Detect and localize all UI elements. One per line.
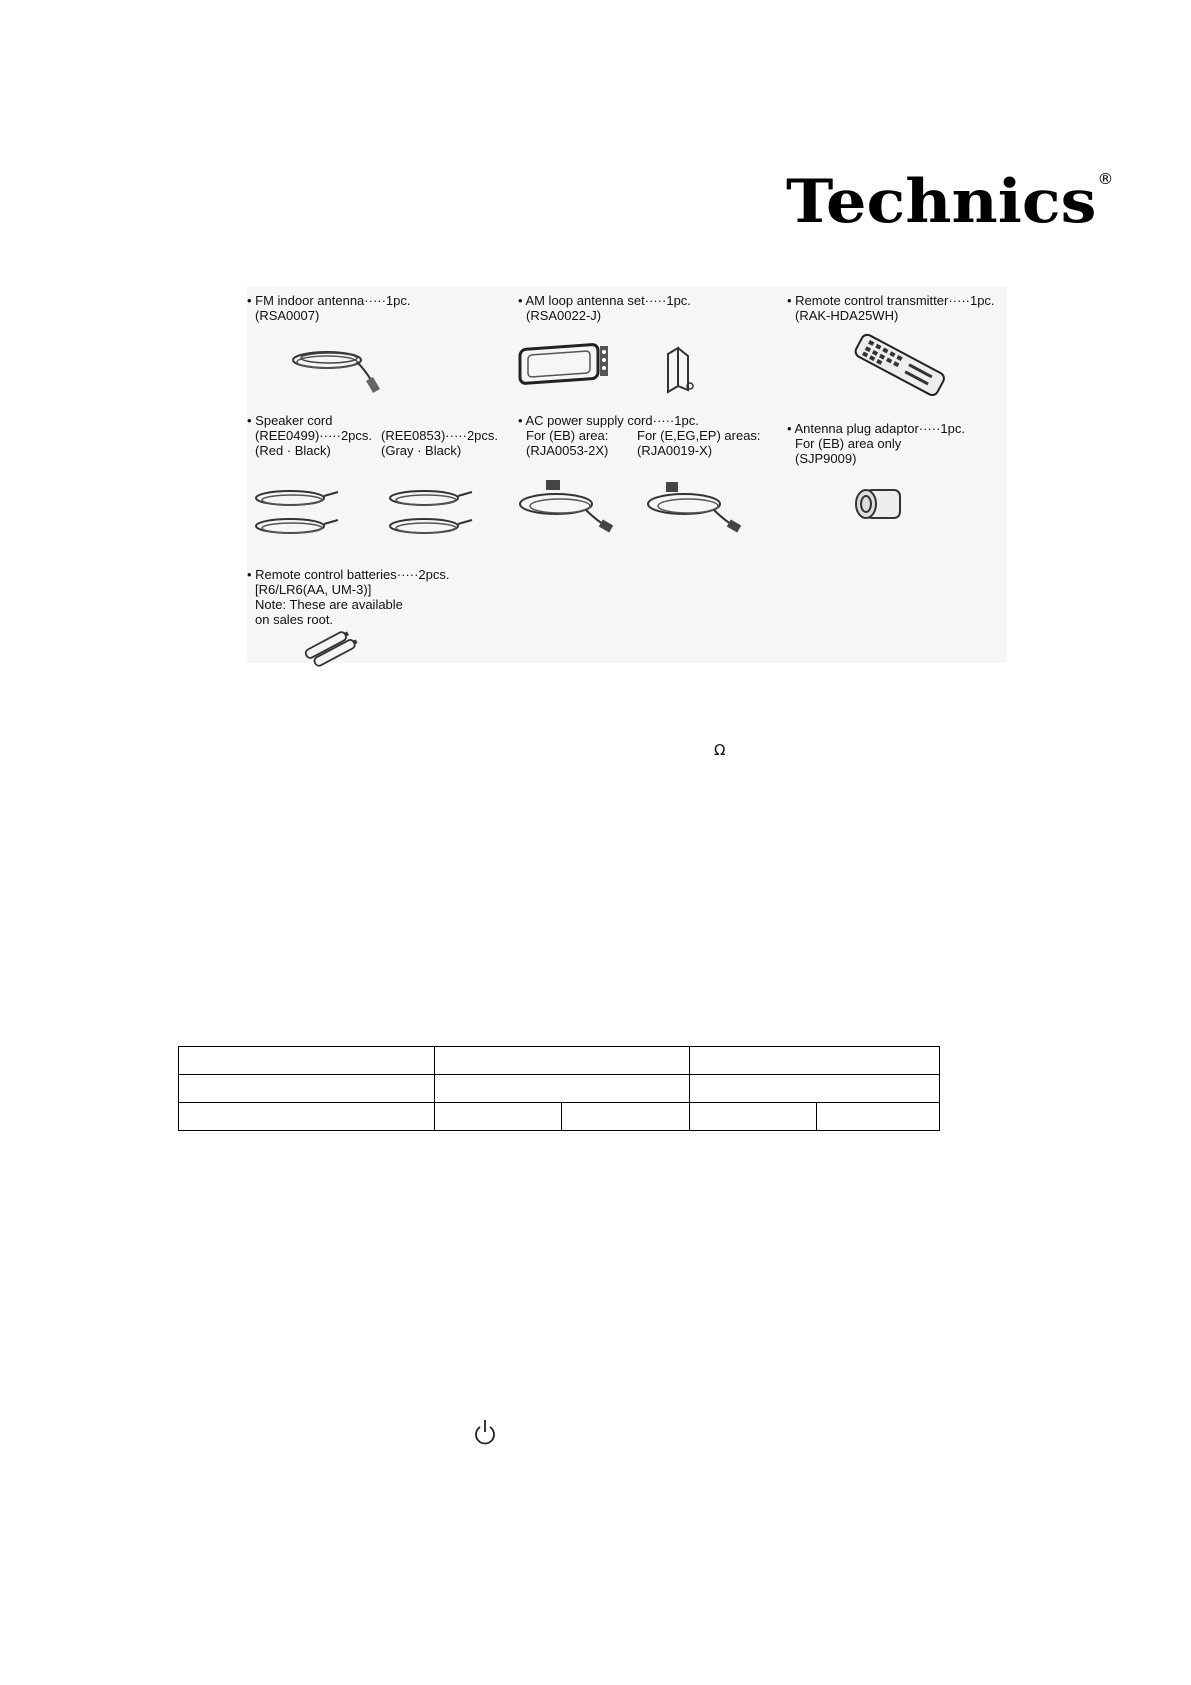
remote-label: • Remote control transmitter·····1pc. (RAK-HDA25WH) bbox=[787, 293, 995, 323]
batteries-label: • Remote control batteries·····2pcs. [R6/LR6(AA, UM-3)] Note: These are available on sales root. bbox=[247, 567, 450, 627]
table-cell bbox=[690, 1047, 940, 1075]
ohm-symbol: Ω bbox=[714, 741, 726, 759]
logo-text: Technics bbox=[786, 167, 1097, 237]
speaker-cord-a-label: (REE0499)·····2pcs. (Red · Black) bbox=[255, 428, 373, 458]
empty-table bbox=[178, 1046, 940, 1131]
table-cell bbox=[817, 1103, 940, 1131]
am-antenna-label: • AM loop antenna set·····1pc. (RSA0022-J) bbox=[518, 293, 691, 323]
speaker-cord-gray-black-image bbox=[384, 484, 474, 544]
fm-antenna-label: • FM indoor antenna·····1pc. (RSA0007) bbox=[247, 293, 411, 323]
table-cell bbox=[435, 1103, 562, 1131]
registered-mark: ® bbox=[1097, 170, 1114, 188]
speaker-cord-label: • Speaker cord bbox=[247, 413, 333, 428]
fm-antenna-image bbox=[287, 340, 387, 400]
table-cell bbox=[690, 1103, 817, 1131]
table-cell bbox=[690, 1075, 940, 1103]
ac-cord-eb-label: For (EB) area: (RJA0053-2X) bbox=[526, 428, 609, 458]
table-cell bbox=[562, 1103, 690, 1131]
power-standby-icon bbox=[473, 1417, 497, 1447]
ac-cord-label: • AC power supply cord·····1pc. bbox=[518, 413, 699, 428]
antenna-stand-image bbox=[662, 346, 696, 394]
ac-cord-eb-image bbox=[516, 476, 616, 536]
table-row bbox=[179, 1047, 940, 1075]
table-cell bbox=[435, 1047, 690, 1075]
ac-cord-e-image bbox=[644, 476, 744, 536]
am-loop-antenna-image bbox=[516, 340, 616, 395]
remote-control-image bbox=[848, 326, 948, 402]
adaptor-label: • Antenna plug adaptor·····1pc. For (EB) area only (SJP9009) bbox=[787, 421, 965, 466]
table-cell bbox=[179, 1047, 435, 1075]
table-row bbox=[179, 1075, 940, 1103]
table-cell bbox=[179, 1075, 435, 1103]
batteries-image bbox=[300, 628, 364, 668]
table-row bbox=[179, 1103, 940, 1131]
speaker-cord-red-black-image bbox=[250, 484, 340, 544]
table-cell bbox=[179, 1103, 435, 1131]
ac-cord-e-label: For (E,EG,EP) areas: (RJA0019-X) bbox=[637, 428, 761, 458]
speaker-cord-b-label: (REE0853)·····2pcs. (Gray · Black) bbox=[381, 428, 499, 458]
technics-logo bbox=[786, 167, 1114, 237]
table-cell bbox=[435, 1075, 690, 1103]
antenna-plug-adaptor-image bbox=[850, 484, 906, 524]
